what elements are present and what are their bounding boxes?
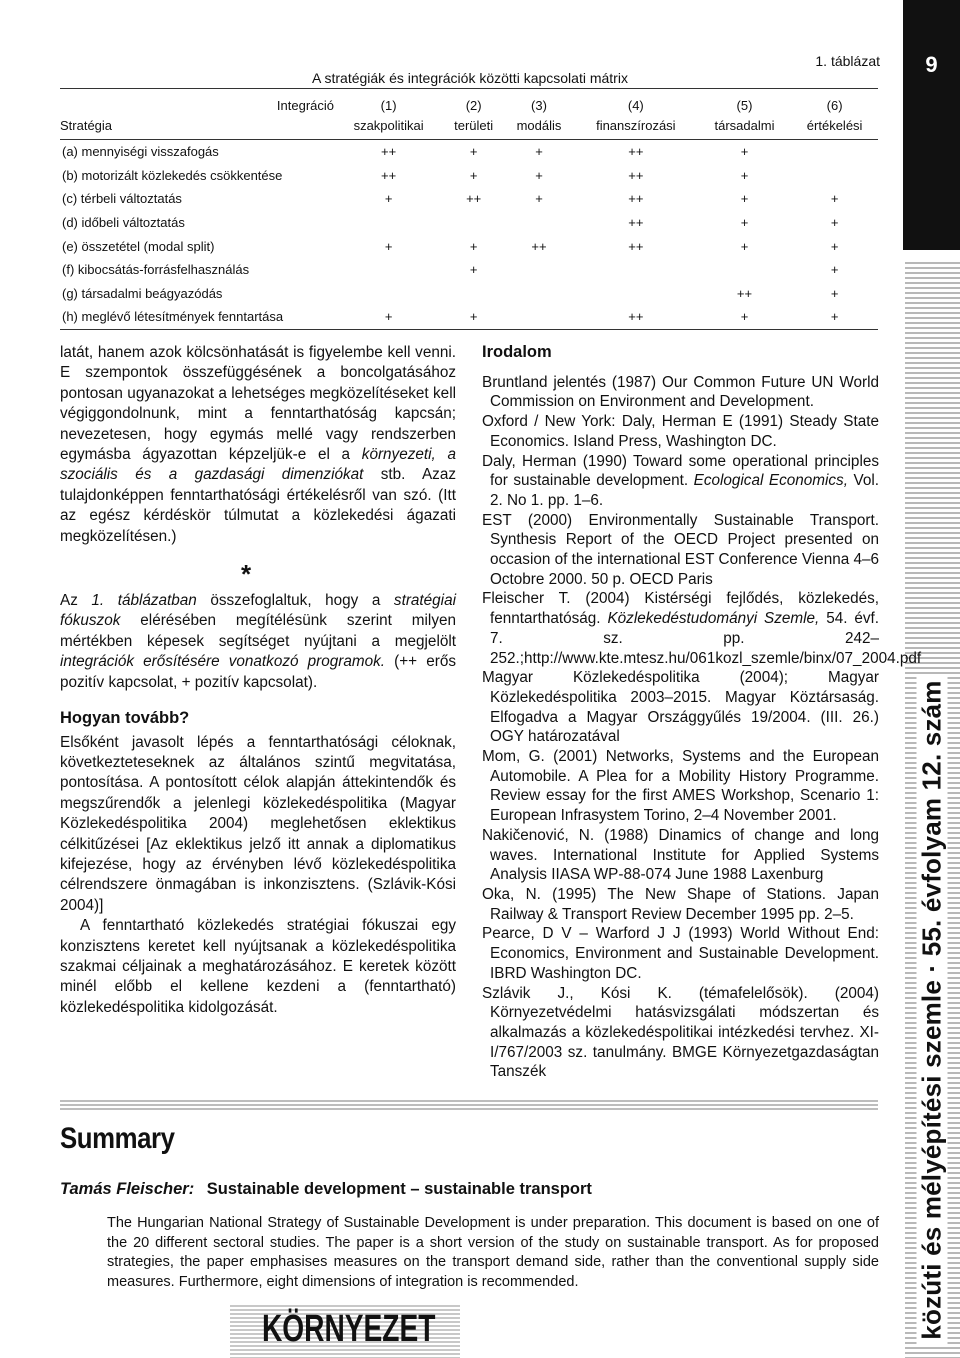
cell-mark: +: [469, 167, 478, 183]
cell-mark: ++: [628, 144, 644, 160]
cell-mark: [791, 140, 878, 164]
col-name-5: társadalmi: [714, 118, 775, 133]
table-row: [60, 211, 878, 235]
cell-mark: ++: [628, 238, 644, 254]
divider-bar: [60, 1100, 878, 1110]
cell-mark: +: [469, 309, 478, 325]
col-num-5: (5): [736, 98, 753, 113]
cell-mark: ++: [381, 144, 397, 160]
cell-mark: +: [740, 191, 749, 207]
subheading: Hogyan tovább?: [60, 709, 190, 728]
row-strategy: (g) társadalmi beágyazódás: [62, 285, 223, 301]
row-strategy: (c) térbeli változtatás: [62, 191, 182, 207]
strategy-integration-matrix: [60, 88, 878, 330]
references-heading: Irodalom: [482, 343, 552, 361]
reference-item: Magyar Közlekedéspolitika (2004); Magyar Közlekedéspolitika 2003–2015. Magyar Köztársaság. Elfogadva a Magyar Országgyűlés 19/2004. (III. 26.) OGY határozatával: [482, 669, 879, 746]
cell-mark: +: [535, 191, 543, 207]
reference-item: Pearce, D V – Warford J J (1993) World Without End: Economics, Environment and Sustainable Development. IBRD Washington DC.: [482, 925, 879, 982]
section-name: KÖRNYEZET: [262, 1308, 436, 1350]
cell-mark: [504, 258, 574, 282]
table-label: 1. táblázat: [815, 53, 880, 69]
cell-mark: +: [535, 167, 543, 183]
section-asterisk: *: [240, 559, 252, 590]
paragraph: A fenntartható közlekedés stratégiai fókuszai egy konzisztens keretet kell nyújtsanak a közlekedéspolitika szakmai céljainak a meghatározásához. E keretek között minél előbb el kellene kezdeni a (fenntartható) közlekedéspolitika kidolgozását.: [60, 917, 456, 1016]
cell-mark: [574, 282, 698, 306]
cell-mark: +: [469, 238, 478, 254]
row-strategy: (h) meglévő létesítmények fenntartása: [62, 309, 284, 325]
col-num-6: (6): [826, 98, 843, 113]
reference-item: Bruntland jelentés (1987) Our Common Future UN World Commission on Environment and Development.: [482, 373, 879, 411]
cell-mark: +: [469, 144, 478, 160]
cell-mark: ++: [736, 285, 753, 301]
cell-mark: [334, 211, 443, 235]
table-row: [60, 234, 878, 258]
reference-item: Mom, G. (2001) Networks, Systems and the European Automobile. A Plea for a Mobility History Programme. Review essay for the first AMES Workshop, Scenario 1: European Infrasystem Torino, 2–4 November 2001.: [482, 748, 879, 825]
row-strategy: (b) motorizált közlekedés csökkentése: [62, 167, 283, 183]
table-row: [60, 140, 878, 164]
paragraph: Az 1. táblázatban összefoglaltuk, hogy a stratégiai fókuszok elérésében megítélésünk szerint milyen mértékben képesek segítséget nyújtani a megjelölt integrációk erősítésére vonatkozó programok. (++ erős pozitív kapcsolat, + pozitív kapcsolat).: [60, 592, 456, 691]
reference-item: Daly, Herman (1990) Toward some operational principles for sustainable development. Ecological Economics, Vol. 2. No 1. pp. 1–6.: [482, 452, 879, 509]
page-number-tab: [903, 0, 960, 250]
cell-mark: +: [384, 238, 393, 254]
cell-mark: ++: [381, 167, 397, 183]
col-num-4: (4): [627, 98, 644, 113]
row-strategy: (a) mennyiségi visszafogás: [62, 144, 219, 160]
cell-mark: ++: [466, 191, 482, 207]
cell-mark: [504, 305, 574, 329]
cell-mark: +: [535, 144, 543, 160]
cell-mark: [504, 282, 574, 306]
col-name-3: modális: [516, 118, 562, 133]
cell-mark: +: [830, 309, 839, 325]
summary-title: Summary: [60, 1122, 175, 1155]
cell-mark: [334, 258, 443, 282]
cell-mark: +: [740, 215, 749, 231]
cell-mark: ++: [628, 215, 644, 231]
cell-mark: ++: [531, 238, 547, 254]
reference-item: Nakičenović, N. (1988) Dinamics of change and long waves. International Institute for Applied Systems Analysis IIASA WP-88-074 June 1988 Laxenburg: [482, 826, 879, 884]
cell-mark: ++: [628, 309, 644, 325]
cell-mark: +: [740, 309, 749, 325]
cell-mark: +: [830, 285, 839, 301]
cell-mark: +: [740, 144, 749, 160]
col-name-1: szakpolitikai: [353, 118, 424, 133]
reference-item: Oka, N. (1995) The New Shape of Stations. Japan Railway & Transport Review December 1995 pp. 2–5.: [482, 885, 879, 923]
summary-byline: [60, 1180, 592, 1199]
reference-item: EST (2000) Environmentally Sustainable Transport. Synthesis Report of the OECD Project presented on occasion of the international EST Conference Vienna 4–6 Octobre 2000. 50 p. OECD Paris: [482, 511, 879, 588]
table-row: [60, 258, 878, 282]
cell-mark: +: [740, 167, 749, 183]
reference-item: Szlávik J., Kósi K. (témafelelősök). (2004) Környezetvédelmi hatásvizsgálati módszertan és alkalmazás a közlekedéspolitikai intézkedési tervhez. XI-I/767/2003 sz. tanulmány. BMGE Környezetgazdaságtan Tanszék: [482, 984, 879, 1081]
summary-text: The Hungarian National Strategy of Sustainable Development is under preparation. This document is based on one of the 20 different sectoral studies. The paper is a short version of the study on sustainable transport. As for proposed strategies, the paper emphasises measures on the transport demand side, rather than the conventional supply side measures. Furthermore, eight dimensions of integration is recommended.: [107, 1215, 879, 1290]
row-strategy: (d) időbeli változtatás: [62, 215, 185, 231]
reference-item: Fleischer T. (2004) Kistérségi fejlődés, közlekedés, fenntarthatóság. Közlekedéstudományi Szemle, 54. évf. 7. sz. pp. 242–252.;http://www.kte.mtesz.hu/061kozl_szemle/binx/07_2004.pdf: [482, 590, 922, 667]
journal-vertical-title: közúti és mélyépítési szemle · 55. évfolyam 12. szám: [917, 674, 948, 1345]
cell-mark: +: [384, 309, 393, 325]
col-num-3: (3): [531, 98, 547, 113]
reference-item: Oxford / New York: Daly, Herman E (1991) Steady State Economics. Island Press, Washington DC.: [482, 413, 879, 450]
header-integracio: Integráció: [276, 98, 334, 113]
table-row: [60, 187, 878, 211]
paragraph: Elsőként javasolt lépés a fenntarthatósági céloknak, következteteseknek az általános szintű megvitatása, pontosítása. A pontosított célok alapján áttekintendők és megszűrendők a jelenlegi közlekedéspolitika (Magyar Közlekedéspolitika 2004) meglehetősen eklektikus célkitűzései [Az eklektikus jelző itt annak a diplomatikus kifejezése, hogy az érvényben lévő közlekedéspolitika célrendszere önmagában is inkonzisztens. (Szlávik-Kósi 2004)]: [60, 733, 456, 914]
col-name-6: értékelési: [806, 118, 863, 133]
cell-mark: [504, 211, 574, 235]
row-strategy: (f) kibocsátás-forrásfelhasználás: [62, 262, 250, 278]
cell-mark: [443, 211, 504, 235]
cell-mark: +: [740, 238, 749, 254]
col-num-2: (2): [465, 98, 482, 113]
paragraph: latát, hanem azok kölcsönhatását is figyelembe kell venni. E szempontok összefüggésének a boncolgatásához pontosan ugyanazokat a lehetséges megközelítéseket kell végiggondolnunk, mint a fenntarthatóság kapcsán; nevezetesen, hogy egymás mellé vagy rendszerben egymásba ágyazottan képzeljük-e el a környezeti, a szociális és a gazdasági dimenziókat stb. Azaz tulajdonképpen fenntarthatósági értékelésről van szó. (Itt az egész kérdéskör túlmutat a közlekedési ágazati megközelítésen.): [60, 344, 456, 545]
table-row: [60, 305, 878, 329]
cell-mark: +: [830, 262, 839, 278]
cell-mark: +: [469, 262, 478, 278]
table-row: [60, 282, 878, 306]
cell-mark: [443, 282, 504, 306]
page-number: 9: [925, 52, 938, 77]
cell-mark: ++: [628, 167, 644, 183]
summary-article-title: Sustainable development – sustainable transport: [206, 1180, 592, 1198]
cell-mark: ++: [628, 191, 644, 207]
row-strategy: (e) összetétel (modal split): [62, 238, 215, 254]
references-column: [482, 343, 922, 1082]
col-name-4: finanszírozási: [596, 118, 676, 133]
cell-mark: [698, 258, 791, 282]
left-text-column: [60, 343, 456, 1018]
col-num-1: (1): [380, 98, 397, 113]
cell-mark: [574, 258, 698, 282]
cell-mark: +: [384, 191, 393, 207]
cell-mark: +: [830, 191, 839, 207]
table-caption: A stratégiák és integrációk közötti kapcsolati mátrix: [312, 70, 628, 86]
table-row: [60, 164, 878, 188]
cell-mark: +: [830, 238, 839, 254]
header-strategia: Stratégia: [60, 118, 113, 133]
cell-mark: +: [830, 215, 839, 231]
col-name-2: területi: [454, 118, 494, 133]
cell-mark: [791, 164, 878, 188]
summary-author: Tamás Fleischer:: [60, 1180, 195, 1198]
cell-mark: [334, 282, 443, 306]
